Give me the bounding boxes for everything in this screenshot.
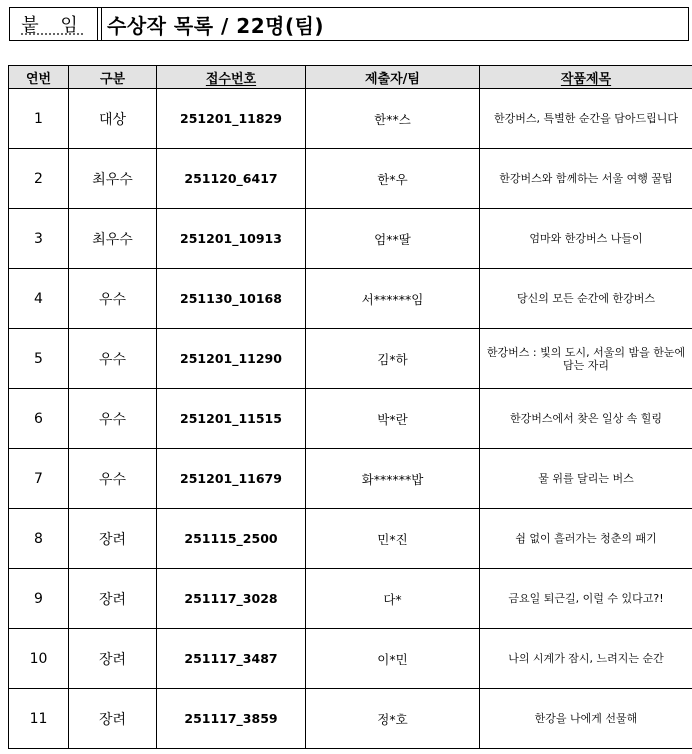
table-row: [9, 689, 692, 749]
cell-code: 251117_3859: [157, 689, 306, 749]
cell-submitter: 서******임: [306, 269, 480, 329]
cell-submitter: 엄**딸: [306, 209, 480, 269]
cell-category: 최우수: [69, 209, 157, 269]
attachment-label: [10, 8, 98, 40]
cell-title: 엄마와 한강버스 나들이: [480, 209, 692, 269]
cell-title: 한강버스, 특별한 순간을 담아드립니다: [480, 89, 692, 149]
cell-no: 4: [9, 269, 69, 329]
table-row: [9, 449, 692, 509]
cell-title: 한강을 나에게 선물해: [480, 689, 692, 749]
cell-title: 나의 시계가 잠시, 느려지는 순간: [480, 629, 692, 689]
cell-no: 10: [9, 629, 69, 689]
cell-no: 1: [9, 89, 69, 149]
table-row: [9, 329, 692, 389]
cell-category: 장려: [69, 509, 157, 569]
table-row: [9, 149, 692, 209]
attachment-label-text: 붙 임: [21, 15, 86, 36]
cell-category: 우수: [69, 269, 157, 329]
table-row: [9, 209, 692, 269]
cell-code: 251201_11515: [157, 389, 306, 449]
cell-submitter: 민*진: [306, 509, 480, 569]
cell-category: 우수: [69, 329, 157, 389]
table-row: [9, 569, 692, 629]
cell-submitter: 김*하: [306, 329, 480, 389]
cell-no: 3: [9, 209, 69, 269]
cell-code: 251117_3487: [157, 629, 306, 689]
cell-title: 금요일 퇴근길, 이럴 수 있다고?!: [480, 569, 692, 629]
table-row: [9, 509, 692, 569]
cell-category: 우수: [69, 389, 157, 449]
page-title: 수상작 목록 / 22명(팀): [107, 13, 325, 38]
cell-submitter: 정*호: [306, 689, 480, 749]
cell-code: 251201_11829: [157, 89, 306, 149]
title-box: [9, 7, 689, 41]
table-header-row: [9, 66, 692, 89]
cell-submitter: 이*민: [306, 629, 480, 689]
cell-code: 251201_11290: [157, 329, 306, 389]
cell-no: 8: [9, 509, 69, 569]
cell-code: 251201_10913: [157, 209, 306, 269]
cell-code: 251115_2500: [157, 509, 306, 569]
cell-title: 한강버스에서 찾은 일상 속 힐링: [480, 389, 692, 449]
cell-no: 11: [9, 689, 69, 749]
cell-code: 251117_3028: [157, 569, 306, 629]
cell-category: 장려: [69, 629, 157, 689]
cell-category: 장려: [69, 689, 157, 749]
cell-category: 우수: [69, 449, 157, 509]
cell-code: 251201_11679: [157, 449, 306, 509]
table-row: [9, 269, 692, 329]
table-row: [9, 629, 692, 689]
cell-code: 251130_10168: [157, 269, 306, 329]
cell-code: 251120_6417: [157, 149, 306, 209]
cell-no: 7: [9, 449, 69, 509]
col-header-no: 연번: [9, 66, 69, 89]
cell-no: 9: [9, 569, 69, 629]
col-header-submitter: 제출자/팀: [306, 66, 480, 89]
cell-title: 한강버스 : 빛의 도시, 서울의 밤을 한눈에 담는 자리: [480, 329, 692, 389]
cell-no: 5: [9, 329, 69, 389]
cell-submitter: 한**스: [306, 89, 480, 149]
awards-table: [8, 65, 692, 749]
cell-category: 장려: [69, 569, 157, 629]
cell-submitter: 한*우: [306, 149, 480, 209]
cell-category: 대상: [69, 89, 157, 149]
cell-title: 쉼 없이 흘러가는 청춘의 패기: [480, 509, 692, 569]
table-row: [9, 389, 692, 449]
cell-category: 최우수: [69, 149, 157, 209]
col-header-code: [157, 66, 306, 89]
col-header-title-text: 작품제목: [560, 71, 612, 87]
cell-no: 2: [9, 149, 69, 209]
cell-title: 당신의 모든 순간에 한강버스: [480, 269, 692, 329]
cell-submitter: 화******밥: [306, 449, 480, 509]
col-header-category: 구분: [69, 66, 157, 89]
cell-no: 6: [9, 389, 69, 449]
table-row: [9, 89, 692, 149]
cell-submitter: 다*: [306, 569, 480, 629]
col-header-code-text: 접수번호: [205, 71, 257, 87]
col-header-title: [480, 66, 692, 89]
cell-title: 한강버스와 함께하는 서울 여행 꿀팁: [480, 149, 692, 209]
cell-title: 물 위를 달리는 버스: [480, 449, 692, 509]
cell-submitter: 박*란: [306, 389, 480, 449]
